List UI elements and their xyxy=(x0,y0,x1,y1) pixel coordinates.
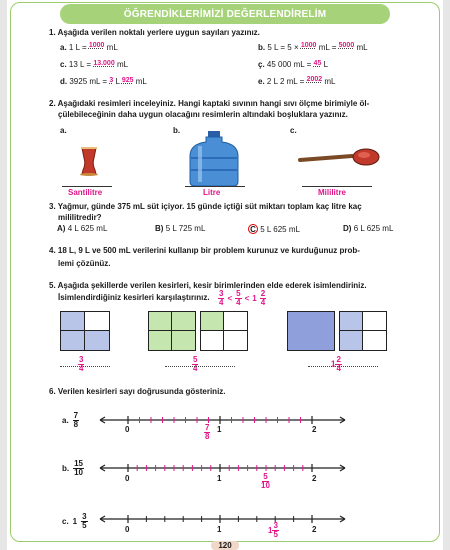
q3-selected-circle: C xyxy=(248,224,258,234)
q2-answer-c: Mililitre xyxy=(318,188,347,197)
q1-c2: ç. 45 000 mL = 45 L xyxy=(258,60,329,69)
nl-a-tick-1: 1 xyxy=(217,425,222,434)
nl-b-tick-1: 1 xyxy=(217,474,222,483)
q6-prompt: 6. Verilen kesirleri sayı doğrusunda gösteriniz. xyxy=(49,387,226,396)
q3-option-d: D) 6 L 625 mL xyxy=(343,224,394,233)
nl-c-answer: 1 $\frac{3}{5}$ xyxy=(268,521,278,539)
q6-b-label: b. $\frac{15}{10}$ xyxy=(62,459,84,477)
q2-item-b-label: b. xyxy=(173,126,181,135)
q3-option-b: B) 5 L 725 mL xyxy=(155,224,206,233)
q4-line1: 4. 18 L, 9 L ve 500 mL verilerini kullanıp bir problem kurunuz ve kurduğunuz prob- xyxy=(49,246,360,255)
q5-comparison: $\frac{3}{4}$ < $\frac{5}{4}$ < 1 $\frac{2}{4}$ xyxy=(219,289,266,307)
page-title: ÖĞRENDİKLERİMİZİ DEĞERLENDİRELİM xyxy=(123,8,327,20)
q5-line2: İsimlendirdiğiniz kesirleri karşılaştırınız. xyxy=(58,293,210,302)
nl-c-tick-0: 0 xyxy=(125,525,130,534)
q2-prompt-line1: 2. Aşağıdaki resimleri inceleyiniz. Hangi kaptaki sıvının hangi sıvı ölçme birimiyle öl- xyxy=(49,99,370,108)
q5-answer-1: $\frac{3}{4}$ xyxy=(79,355,84,373)
nl-b-tick-0: 0 xyxy=(125,474,130,483)
q2-prompt-line2: çülebileceğinin daha uygun olacağını resimlerin altındaki boşluklara yazınız. xyxy=(58,110,348,119)
q5-answer-2: $\frac{5}{4}$ xyxy=(193,355,198,373)
q6-c-label: c. 1 $\frac{3}{5}$ xyxy=(62,512,87,530)
q2-answer-b: Litre xyxy=(203,188,221,197)
q5-line1: 5. Aşağıda şekillerde verilen kesirleri, kesir birimlerinden elde ederek isimlendiriniz. xyxy=(49,281,367,290)
q5-answer-3: 1 $\frac{2}{4}$ xyxy=(331,355,341,373)
q2-item-c-label: c. xyxy=(290,126,297,135)
q1-c: c. 13 L = 13.000 mL xyxy=(60,60,129,69)
q1-a: a. 1 L = 1000 mL xyxy=(60,42,118,52)
nl-b-tick-2: 2 xyxy=(312,474,317,483)
q1-d: d. 3925 mL = 3 L 925 mL xyxy=(60,77,147,86)
q1-b: b. 5 L = 5 × 1000 mL = 5000 mL xyxy=(258,42,368,52)
q1-e: e. 2 L 2 mL = 2002 mL xyxy=(258,76,336,86)
q6-a-label: a. $\frac{7}{8}$ xyxy=(62,411,79,429)
q2-answer-a: Santilitre xyxy=(68,188,103,197)
nl-b-answer: $\frac{5}{10}$ xyxy=(261,472,270,490)
q3-prompt-line1: 3. Yağmur, günde 375 mL süt içiyor. 15 günde içtiği süt miktarı toplam kaç litre kaç xyxy=(49,202,362,211)
nl-c-tick-2: 2 xyxy=(312,525,317,534)
q3-prompt-line2: mililitredir? xyxy=(58,213,102,222)
q2-item-a-label: a. xyxy=(60,126,67,135)
q3-option-c: C 5 L 625 mL xyxy=(248,224,300,234)
nl-c-tick-1: 1 xyxy=(217,525,222,534)
nl-a-tick-0: 0 xyxy=(125,425,130,434)
q3-option-a: A) 4 L 625 mL xyxy=(57,224,108,233)
nl-a-tick-2: 2 xyxy=(312,425,317,434)
nl-a-answer: $\frac{7}{8}$ xyxy=(205,423,210,441)
q4-line2: lemi çözünüz. xyxy=(58,259,111,268)
page-number: 120 xyxy=(211,541,239,550)
q1-prompt: 1. Aşağıda verilen noktalı yerlere uygun sayıları yazınız. xyxy=(49,28,260,37)
